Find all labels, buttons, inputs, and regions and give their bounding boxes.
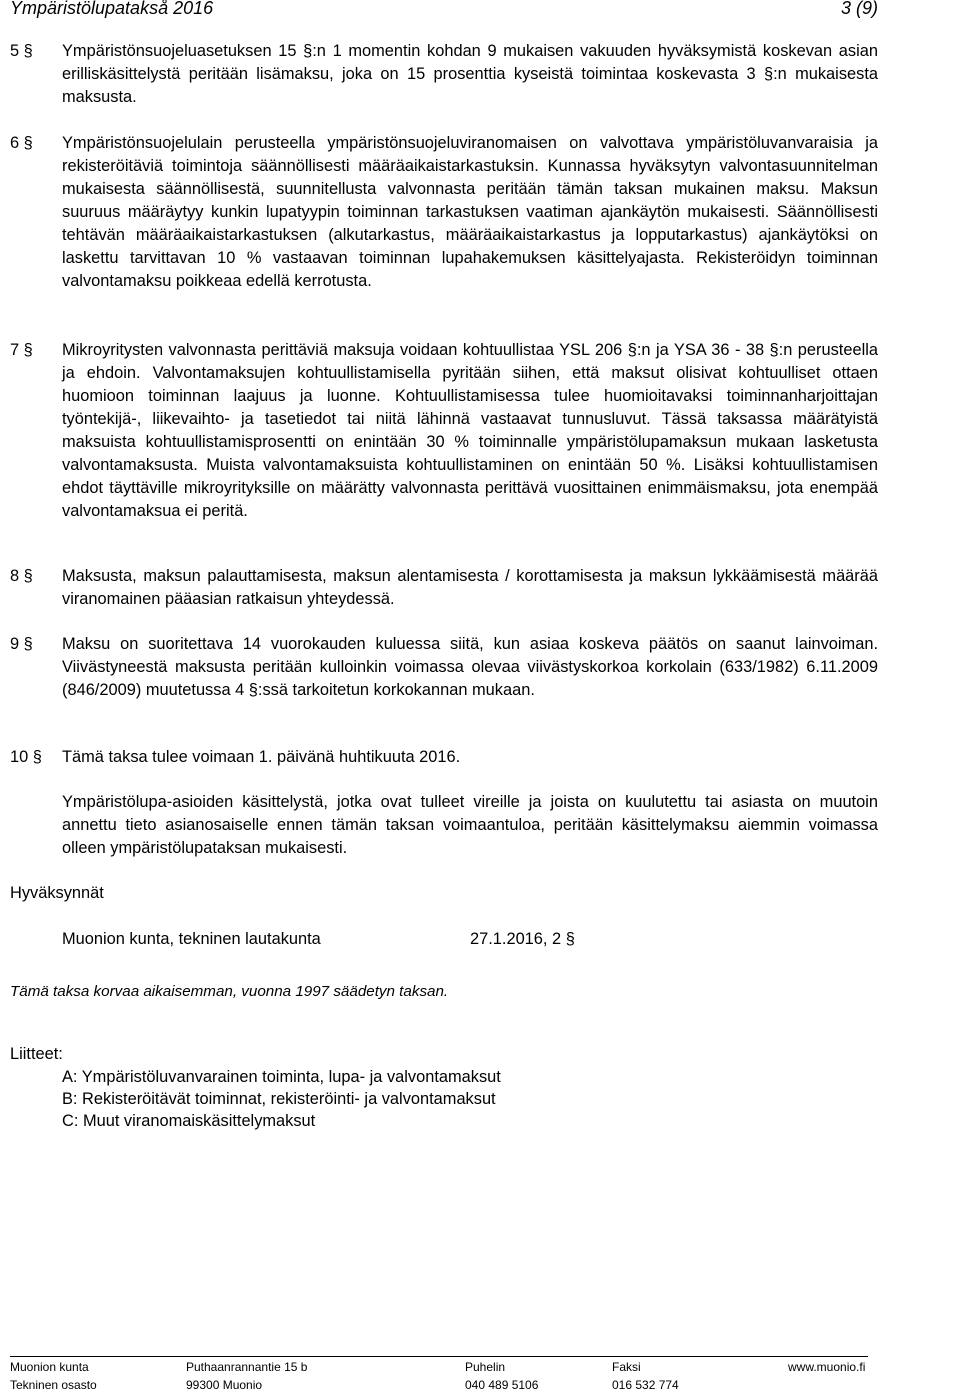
approval-line: [62, 928, 575, 951]
section-8: [10, 565, 878, 611]
attachment-item: C: Muut viranomaiskäsittelymaksut: [62, 1112, 316, 1130]
approval-date: 27.1.2016, 2 §: [470, 930, 575, 948]
section-number: 9 §: [10, 635, 33, 653]
page-number: 3 (9): [840, 0, 878, 18]
footer-fax: 016 532 774: [612, 1378, 679, 1392]
transition-provision: [10, 791, 878, 860]
section-6: [10, 132, 878, 293]
section-number: 10 §: [10, 748, 42, 766]
section-10: [10, 746, 878, 769]
footer-postal: 99300 Muonio: [186, 1378, 263, 1392]
section-text: Tämä taksa tulee voimaan 1. päivänä huhtikuuta 2016.: [62, 748, 461, 766]
section-9: [10, 633, 878, 702]
footer-dept: Tekninen osasto: [10, 1378, 97, 1392]
footer-org: Muonion kunta: [10, 1360, 89, 1374]
section-number: 6 §: [10, 134, 33, 152]
document-title: Ympäristölupatakså 2016: [10, 0, 214, 18]
section-number: 8 §: [10, 567, 33, 585]
footer-phone: 040 489 5106: [465, 1378, 539, 1392]
section-text: Ympäristönsuojeluasetuksen 15 §:n 1 momentin kohdan 9 mukaisen vakuuden hyväksymistä koskevan asian erilliskäsittelystä peritään lisämaksu, joka on 15 prosenttia kyseistä toimintaa koskevasta 3 §:n mukaisesta maksusta.: [62, 42, 878, 106]
section-text: Ympäristönsuojelulain perusteella ympäristönsuojeluviranomaisen on valvottava ympäristöluvanvaraisia ja rekisteröitäviä toimintoja säännöllisesti määräaikaistarkastuksin. Kunnassa hyväksytyn valvontasuunnitelman mukaisesta säännöllisestä, suunnitellusta valvonnasta peritään tämän taksan mukainen maksu. Maksun suuruus määräytyy kunkin lupatyypin toiminnan tarkastuksen vaatiman ajankäytön mukaisesti. Säännöllisesti tehtävän määräaikaistarkastuksen (alkutarkastus, määräaikaistarkastus ja lopputarkastus) ajankäytöksi on laskettu tarvittavan 10 % vastaavan toiminnan lupahakemuksen käsittelyajasta. Rekisteröidyn toiminnan valvontamaksu poikkeaa edellä kerrotusta.: [62, 134, 878, 290]
section-number: 7 §: [10, 341, 33, 359]
section-7: [10, 339, 878, 523]
section-text: Mikroyritysten valvonnasta perittäviä maksuja voidaan kohtuullistaa YSL 206 §:n ja YSA 36 - 38 §:n perusteella ja ehdoin. Valvontamaksujen kohtuullistamisella pyritään siihen, että maksut olisivat kohtuulliset ottaen huomioon toiminnan laajuus ja luonne. Kohtuullistamisessa tulee huomioitavaksi toiminnanharjoittajan työntekijä-, liikevaihto- ja tasetiedot tai niitä lähinnä vastaavat tunnusluvut. Tässä taksassa määrätyistä maksuista kohtuullistamisprosentti on enintään 30 % toiminnalle ympäristölupamaksun mukaan lasketusta valvontamaksusta. Muista valvontamaksuista kohtuullistaminen on enintään 50 %. Lisäksi kohtuullistamisen ehdot täyttäville mikroyrityksille on määrätty valvonnasta perittävä vuosittainen enimmäismaksu, jota enempää valvontamaksua ei peritä.: [62, 341, 878, 520]
section-text: Maksusta, maksun palauttamisesta, maksun alentamisesta / korottamisesta ja maksun lykkäämisestä määrää viranomainen pääasian ratkaisun yhteydessä.: [62, 567, 878, 608]
section-5: [10, 40, 878, 109]
attachment-item: B: Rekisteröitävät toiminnat, rekisteröinti- ja valvontamaksut: [62, 1090, 496, 1108]
section-text: Maksu on suoritettava 14 vuorokauden kuluessa siitä, kun asiaa koskeva päätös on saanut lainvoiman. Viivästyneestä maksusta peritään kulloinkin voimassa olevaa viivästyskorkoa korkolain (633/1982) 6.11.2009 (846/2009) muutetussa 4 §:ssä tarkoitetun korkokannan mukaan.: [62, 635, 878, 699]
attachments-label: Liitteet:: [10, 1045, 63, 1063]
footer-street: Puthaanrannantie 15 b: [186, 1360, 308, 1374]
footer-divider: [10, 1356, 868, 1357]
footer-web-link[interactable]: www.muonio.fi: [788, 1360, 866, 1374]
attachment-item: A: Ympäristöluvanvarainen toiminta, lupa- ja valvontamaksut: [62, 1068, 501, 1086]
approved-label: Hyväksynnät: [10, 884, 104, 902]
approval-body: Muonion kunta, tekninen lautakunta: [62, 930, 321, 948]
footer-phone-label: Puhelin: [465, 1360, 506, 1374]
replacement-note: Tämä taksa korvaa aikaisemman, vuonna 1997 säädetyn taksan.: [10, 983, 449, 1000]
section-number: 5 §: [10, 42, 33, 60]
footer-fax-label: Faksi: [612, 1360, 641, 1374]
transition-text: Ympäristölupa-asioiden käsittelystä, jotka ovat tulleet vireille ja joista on kuulutettu tai asiasta on muutoin annettu tieto asianosaiselle ennen tämän taksan voimaantuloa, peritään käsittelymaksu aiemmin voimassa olleen ympäristölupataksan mukaisesti.: [62, 793, 878, 857]
